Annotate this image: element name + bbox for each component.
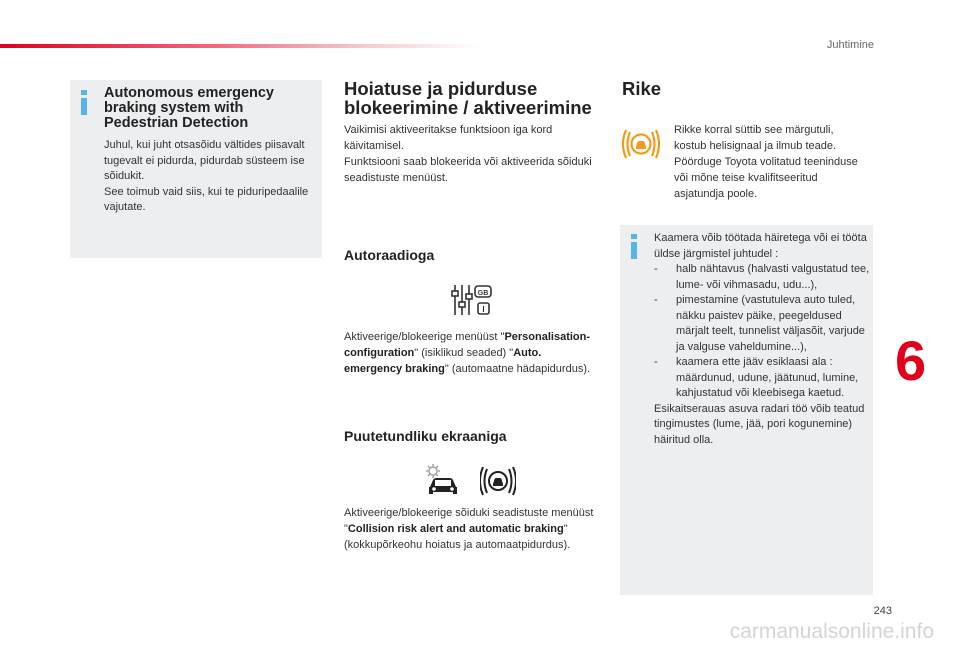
radar-note: Esikaitserauas asuva radari töö võib teatud tingimustes (lume, jää, pori kogunemine) häiritud olla. — [654, 402, 865, 446]
list-item-text: halb nähtavus (halvasti valgustatud tee, lume- või vihmasadu, udu...), — [676, 263, 870, 291]
intro-text-1: Vaikimisi aktiveeritakse funktsioon iga kord käivitamisel. — [344, 124, 553, 152]
touch-text-part: " (kokkupõrkeohu hoiatus ja automaatpidurdus). — [344, 523, 571, 551]
intro-text — [344, 122, 594, 186]
list-dash: - — [654, 294, 658, 306]
header-accent-bar — [0, 44, 480, 48]
subsection-title-radio: Autoraadioga — [344, 247, 435, 263]
menu-name-personalisation: Personalisation-configuration — [344, 331, 591, 359]
info-icon — [629, 234, 639, 259]
info-panel-camera — [620, 225, 873, 595]
section-title-deactivation: Hoiatuse ja pidurduse blokeerimine / aktiveerimine — [344, 78, 592, 118]
car-settings-icon — [424, 463, 460, 497]
collision-warning-icon — [480, 465, 516, 497]
section-title-fault: Rike — [622, 78, 662, 99]
touch-text-part: Aktiveerige/blokeerige sõiduki seadistuste menüüst " — [344, 507, 594, 535]
radio-icon-label-bottom: I — [482, 305, 485, 314]
info-panel-title: Autonomous emergency braking system with Pedestrian Detection — [104, 85, 274, 131]
radio-icon-label-top: GB — [477, 290, 489, 297]
chapter-number: 6 — [895, 329, 927, 392]
menu-name-collision-risk: Collision risk alert and automatic braking — [347, 523, 564, 535]
fault-warning-icon — [622, 127, 660, 161]
radio-text-part: Aktiveerige/blokeerige menüüst " — [344, 331, 505, 343]
list-dash: - — [654, 263, 658, 275]
camera-conditions — [654, 231, 870, 448]
intro-text-2: Funktsiooni saab blokeerida või aktiveerida sõiduki seadistuste menüüst. — [344, 156, 592, 184]
info-icon — [79, 90, 89, 115]
list-item-text: kaamera ette jääv esiklaasi ala : määrdunud, udune, jäätunud, lumine, kahjustatud või kleebisega kaetud. — [676, 356, 859, 399]
subsection-title-touchscreen: Puutetundliku ekraaniga — [344, 428, 507, 444]
radio-text-part: " (automaatne hädapidurdus). — [444, 363, 591, 375]
touchscreen-instructions — [344, 505, 604, 553]
info-panel-text-1: Juhul, kui juht otsasõidu vältides piisavalt tugevalt ei pidurda, pidurdab süsteem ise sõidukit. — [104, 139, 305, 182]
list-item-text: pimestamine (vastutuleva auto tuled, näkku paistev päike, peegeldused märjalt teelt, tunnelist väljasõit, varjude ja valguse vaheldumine...), — [676, 294, 865, 353]
settings-sliders-icon — [451, 283, 495, 317]
info-panel-text — [104, 138, 316, 216]
info-panel-aeb — [70, 80, 322, 258]
menu-name-auto-braking: Auto. emergency braking — [344, 347, 542, 375]
list-item — [654, 355, 870, 402]
fault-text: Rikke korral süttib see märgutuli, kostub helisignaal ja ilmub teade. Pöörduge Toyota volitatud teeninduse või mõne teise kvalifitseeritud asjatundja poole. — [674, 124, 858, 200]
radio-text-part: " (isiklikud seaded) " — [414, 347, 514, 359]
chapter-name: Juhtimine — [826, 39, 874, 51]
list-dash: - — [654, 356, 658, 368]
list-item — [654, 262, 870, 293]
camera-conditions-intro: Kaamera võib töötada häiretega või ei tööta üldse järgmistel juhtudel : — [654, 232, 867, 260]
info-panel-text-2: See toimub vaid siis, kui te piduripedaalile vajutate. — [104, 185, 309, 213]
list-item — [654, 293, 870, 355]
radio-instructions — [344, 329, 594, 377]
page-number: 243 — [873, 605, 892, 617]
watermark: carmanualsonline.info — [729, 620, 934, 643]
